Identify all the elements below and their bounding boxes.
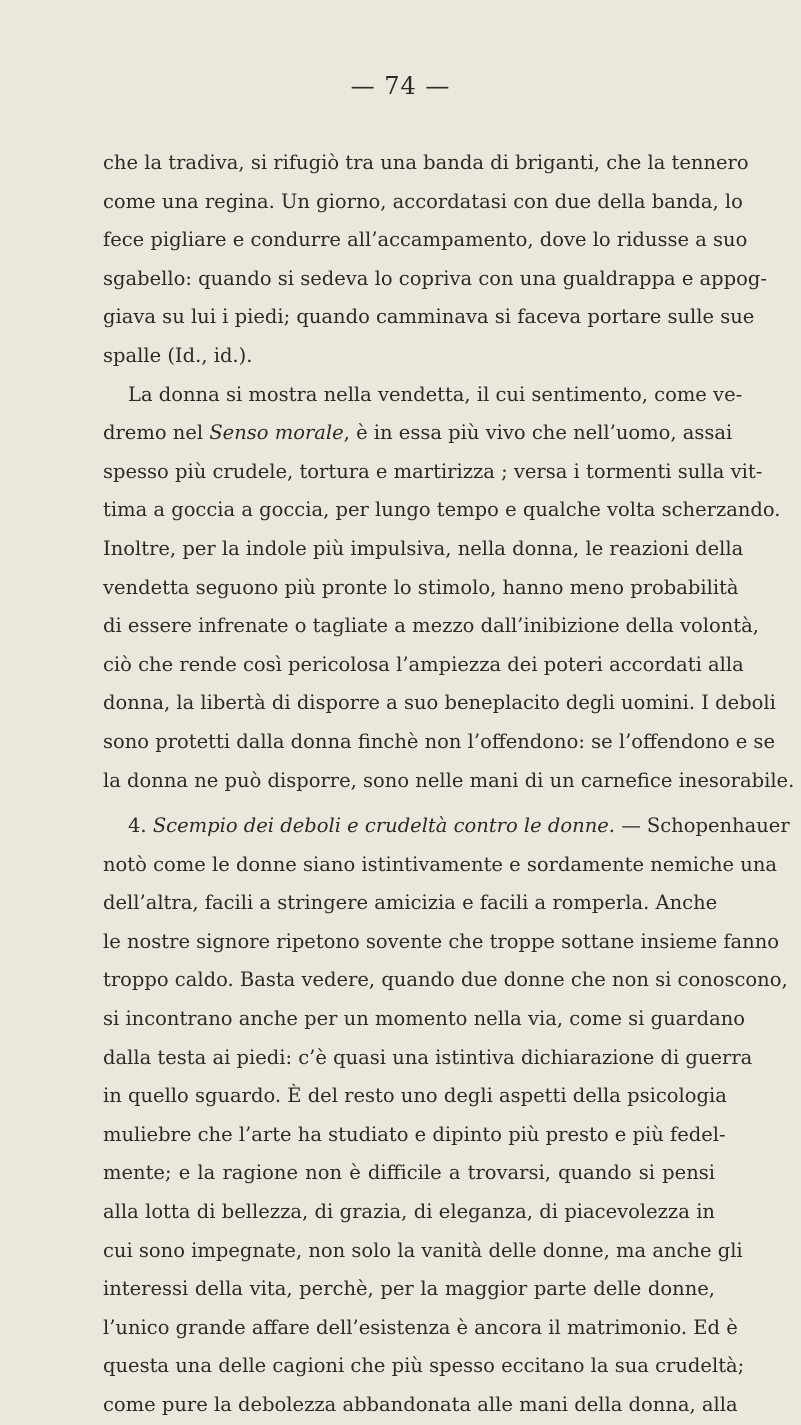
paragraph-2 [103,376,795,801]
text-segment: — Schopenhauer [615,814,790,838]
text-line: interessi della vita, perchè, per la maggior parte delle donne, [103,1277,715,1301]
text-line: notò come le donne siano istintivamente e sordamente nemiche una [103,852,778,876]
book-title-italic: Senso morale [209,421,344,445]
text-line: sgabello: quando si sedeva lo copriva con una gualdrappa e appog- [103,266,767,290]
section-heading-line [103,807,790,846]
text-line: dell’altra, facili a stringere amicizia e facili a romperla. Anche [103,891,718,915]
text-line: alla lotta di bellezza, di grazia, di eleganza, di piacevolezza in [103,1200,715,1224]
text-line: di essere infrenate o tagliate a mezzo dall’inibizione della volontà, [103,614,759,638]
text-line: l’unico grande affare dell’esistenza è ancora il matrimonio. Ed è [103,1315,738,1339]
section-title-italic: Scempio dei deboli e crudeltà contro le donne. [152,814,615,838]
text-line: tima a goccia a goccia, per lungo tempo e qualche volta scherzando. [103,498,781,522]
paragraph-3 [103,807,790,1425]
text-line: sono protetti dalla donna finchè non l’offendono: se l’offendono e se [103,729,775,753]
text-line: troppo caldo. Basta vedere, quando due donne che non si conoscono, [103,968,788,992]
text-line: giava su lui i piedi; quando camminava si faceva portare sulle sue [103,305,755,329]
text-line: le nostre signore ripetono sovente che troppe sottane insieme fanno [103,929,780,953]
text-line [103,414,733,453]
paragraph-1 [103,144,767,376]
text-line: vendetta seguono più pronte lo stimolo, hanno meno probabilità [103,575,739,599]
text-line: cui sono impegnate, non solo la vanità delle donne, ma anche gli [103,1238,743,1262]
text-line: mente; e la ragione non è difficile a trovarsi, quando si pensi [103,1161,715,1185]
text-line: ciò che rende così pericolosa l’ampiezza dei poteri accordati alla [103,652,744,676]
text-line: dalla testa ai piedi: c’è quasi una istintiva dichiarazione di guerra [103,1045,753,1069]
text-line: si incontrano anche per un momento nella via, come si guardano [103,1007,745,1031]
section-number: 4. [128,814,153,838]
page-number: — 74 — [350,72,451,100]
body-text [103,144,795,1425]
text-line: spalle (Id., id.). [103,343,253,367]
text-line: spesso più crudele, tortura e martirizza ; versa i tormenti sulla vit- [103,459,763,483]
text-line: muliebre che l’arte ha studiato e dipinto più presto e più fedel- [103,1122,726,1146]
text-line: donna, la libertà di disporre a suo beneplacito degli uomini. I deboli [103,691,776,715]
text-line: Inoltre, per la indole più impulsiva, nella donna, le reazioni della [103,536,744,560]
text-line: che la tradiva, si rifugiò tra una banda di briganti, che la tennero [103,151,749,174]
text-line: questa una delle cagioni che più spesso eccitano la sua crudeltà; [103,1354,745,1378]
text-line: La donna si mostra nella vendetta, il cui sentimento, come ve- [128,382,743,406]
text-line: in quello sguardo. È del resto uno degli aspetti della psicologia [103,1084,727,1108]
text-segment: dremo nel [103,421,210,445]
text-line: la donna ne può disporre, sono nelle mani di un carnefice inesorabile. [103,768,795,792]
text-line: come pure la debolezza abbandonata alle mani della donna, alla [103,1393,738,1416]
text-segment: , è in essa più vivo che nell’uomo, assai [343,421,733,445]
text-line: fece pigliare e condurre all’accampamento, dove lo ridusse a suo [103,228,748,252]
text-line: come una regina. Un giorno, accordatasi con due della banda, lo [103,189,743,213]
